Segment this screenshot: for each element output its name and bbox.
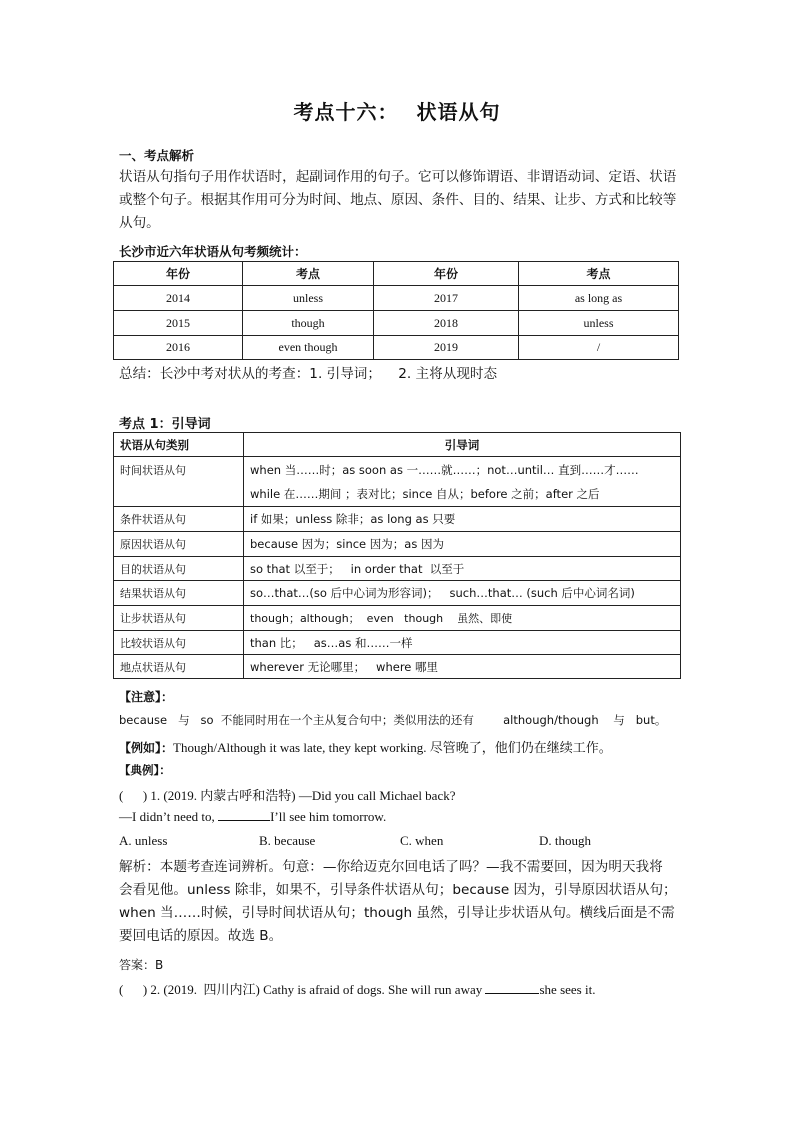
table-cell: 2018: [374, 311, 519, 336]
table-cell: unless: [243, 286, 374, 311]
table-cell: even though: [243, 336, 374, 360]
category-cell: 比较状语从句: [114, 631, 244, 655]
intro-paragraph: [119, 166, 689, 235]
table-row: [114, 286, 679, 311]
answer-paren: ( ): [119, 982, 148, 997]
dialogue-text: —I didn’t need to,: [119, 809, 219, 824]
table-row: [114, 336, 679, 360]
option-d[interactable]: D. though: [539, 833, 591, 848]
guide-words-cell: so…that…(so 后中心词为形容词)； such…that… (such 后中心词名词): [244, 581, 681, 606]
analysis-line: 要回电话的原因。故选 B。: [119, 928, 283, 944]
example-text: Though/Although it was late, they kept working. 尽管晚了，他们仍在继续工作。: [173, 740, 612, 755]
guide-words-table: [113, 432, 681, 679]
table-row: [114, 532, 681, 557]
intro-line: 状语从句指句子用作状语时，起副词作用的句子。它可以修饰谓语、非谓语动词、定语、状语: [119, 169, 677, 185]
question-1-line2: [119, 809, 386, 825]
option-a[interactable]: A. unless: [119, 833, 168, 848]
table-cell: as long as: [519, 286, 679, 311]
table-header-cell: 年份: [374, 262, 519, 286]
category-cell: 地点状语从句: [114, 655, 244, 679]
table-cell: 2014: [114, 286, 243, 311]
question-1-analysis: [119, 856, 689, 948]
question-2-stem: [119, 979, 595, 998]
category-cell: 原因状语从句: [114, 532, 244, 557]
table-cell: unless: [519, 311, 679, 336]
guide-words-cell: than 比； as…as 和……一样: [244, 631, 681, 655]
table-cell: though: [243, 311, 374, 336]
intro-line: 或整个句子。根据其作用可分为时间、地点、原因、条件、目的、结果、让步、方式和比较等: [119, 192, 677, 208]
stats-table: [113, 261, 679, 360]
example-line: [119, 737, 612, 756]
table-cell: 2016: [114, 336, 243, 360]
category-cell: 条件状语从句: [114, 507, 244, 532]
guide-words-cell: so that 以至于； in order that 以至于: [244, 557, 681, 581]
question-text: 1. (2019. 内蒙古呼和浩特) —Did you call Michael back?: [150, 788, 456, 803]
question-1-stem: [119, 785, 456, 804]
example-heading: 【例如】：: [119, 741, 174, 755]
table-header-cell: 考点: [519, 262, 679, 286]
guide-words-cell: [244, 457, 681, 507]
table-row: [114, 457, 681, 507]
guide-words-cell: because 因为；since 因为；as 因为: [244, 532, 681, 557]
table-row: [114, 507, 681, 532]
question-text: she sees it.: [539, 982, 596, 997]
table-row: [114, 311, 679, 336]
analysis-line: 会看见他。unless 除非，如果不，引导条件状语从句；because 因为，引导原因状语从句；: [119, 882, 677, 898]
stats-caption: 长沙市近六年状语从句考频统计：: [119, 244, 307, 259]
table-cell: 2019: [374, 336, 519, 360]
table-cell: 2017: [374, 286, 519, 311]
section-heading-analysis: 一、考点解析: [119, 148, 195, 163]
table-header-row: [114, 433, 681, 457]
table-header-cell: 状语从句类别: [114, 433, 244, 457]
answer-blank[interactable]: [218, 820, 270, 821]
answer-blank[interactable]: [485, 993, 539, 994]
table-cell: 2015: [114, 311, 243, 336]
guide-words-cell: though；although； even though 虽然、即使: [244, 606, 681, 631]
guide-words-line: while 在……期间 ；表对比；since 自从；before 之前；after 之后: [250, 486, 600, 501]
analysis-line: 解析：本题考查连词辨析。句意：—你给迈克尔回电话了吗？—我不需要回，因为明天我将: [119, 859, 663, 875]
category-cell: 时间状语从句: [114, 457, 244, 507]
table-row: [114, 581, 681, 606]
table-header-cell: 考点: [243, 262, 374, 286]
guide-words-line: when 当……时；as soon as 一……就……；not…until… 直到……才……: [250, 462, 639, 477]
intro-line: 从句。: [119, 215, 160, 231]
guide-words-cell: wherever 无论哪里； where 哪里: [244, 655, 681, 679]
table-header-cell: 年份: [114, 262, 243, 286]
section-heading-guide-words: 考点 1：引导词: [119, 417, 211, 432]
category-cell: 让步状语从句: [114, 606, 244, 631]
option-b[interactable]: B. because: [259, 833, 316, 848]
note-heading: 【注意】：: [119, 690, 174, 704]
table-cell: /: [519, 336, 679, 360]
answer-paren: ( ): [119, 788, 148, 803]
table-row: [114, 631, 681, 655]
category-cell: 目的状语从句: [114, 557, 244, 581]
dianli-heading: 【典例】：: [119, 763, 171, 777]
dialogue-text: I’ll see him tomorrow.: [270, 809, 387, 824]
option-c[interactable]: C. when: [400, 833, 444, 848]
table-row: [114, 655, 681, 679]
table-header-cell: 引导词: [244, 433, 681, 457]
analysis-line: when 当……时候，引导时间状语从句；though 虽然，引导让步状语从句。横线后面是不需: [119, 905, 675, 921]
summary-text: 总结：长沙中考对状从的考查：1. 引导词； 2. 主将从现时态: [119, 366, 498, 382]
category-cell: 结果状语从句: [114, 581, 244, 606]
question-text: 2. (2019. 四川内江) Cathy is afraid of dogs. She will run away: [150, 982, 486, 997]
table-row: [114, 606, 681, 631]
page-title: 考点十六： 状语从句: [293, 100, 501, 124]
question-1-answer: 答案：B: [119, 958, 164, 972]
note-text: because 与 so 不能同时用在一个主从复合句中；类似用法的还有 although/though 与 but。: [119, 713, 667, 727]
guide-words-cell: if 如果；unless 除非；as long as 只要: [244, 507, 681, 532]
table-row: [114, 557, 681, 581]
table-header-row: [114, 262, 679, 286]
